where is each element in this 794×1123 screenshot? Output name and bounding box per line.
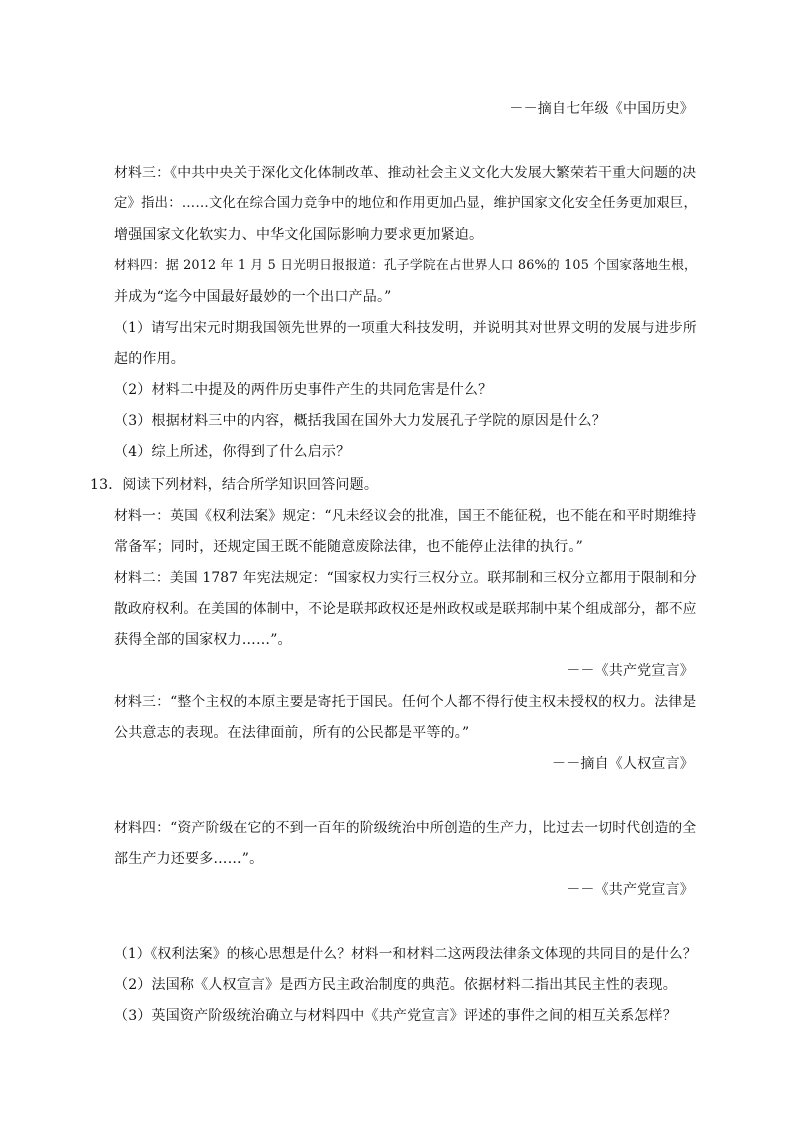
question-12-1-line-1: （1）请写出宋元时期我国领先世界的一项重大科技发明，并说明其对世界文明的发展与进步所 bbox=[114, 320, 697, 336]
q13-material-4-source: －－《共产党宣言》 bbox=[566, 882, 694, 898]
source-attribution: －－摘自七年级《中国历史》 bbox=[509, 101, 694, 117]
question-13-heading: 13．阅读下列材料，结合所学知识回答问题。 bbox=[90, 477, 379, 493]
question-13-3: （3）英国资产阶级统治确立与材料四中《共产党宣言》评述的事件之间的相互关系怎样？ bbox=[114, 1008, 677, 1024]
material-3-line-1: 材料三：《中共中央关于深化文化体制改革、推动社会主义文化大发展大繁荣若干重大问题的决 bbox=[114, 165, 697, 181]
question-13-2: （2）法国称《人权宣言》是西方民主政治制度的典范。依据材料二指出其民主性的表现。 bbox=[114, 977, 677, 993]
q13-material-3-line-1: 材料三：“整个主权的本原主要是寄托于国民。任何个人都不得行使主权未授权的权力。法律是 bbox=[114, 694, 697, 710]
question-12-3: （3）根据材料三中的内容，概括我国在国外大力发展孔子学院的原因是什么？ bbox=[114, 413, 606, 429]
q13-material-4-line-1: 材料四：“资产阶级在它的不到一百年的阶级统治中所创造的生产力，比过去一切时代创造的全 bbox=[114, 820, 697, 836]
q13-material-2-source: －－《共产党宣言》 bbox=[566, 663, 694, 679]
question-12-2: （2）材料二中提及的两件历史事件产生的共同危害是什么？ bbox=[114, 382, 493, 398]
question-12-1-line-2: 起的作用。 bbox=[114, 351, 185, 367]
q13-material-3-source: －－摘自《人权宣言》 bbox=[552, 756, 694, 772]
q13-material-2-line-2: 散政府权利。在美国的体制中，不论是联邦政权还是州政权或是联邦制中某个组成部分，都不应 bbox=[114, 601, 697, 617]
material-4-line-2: 并成为“迄今中国最好最妙的一个出口产品。” bbox=[114, 289, 392, 305]
q13-material-2-line-3: 获得全部的国家权力……”。 bbox=[114, 632, 292, 648]
material-4-line-1: 材料四：据 2012 年 1 月 5 日光明日报报道：孔子学院在占世界人口 86%的 105 个国家落地生根， bbox=[114, 258, 698, 273]
material-3-line-3: 增强国家文化软实力、中华文化国际影响力要求更加紧迫。 bbox=[114, 227, 484, 243]
q13-material-4-line-2: 部生产力还要多……”。 bbox=[114, 851, 264, 867]
question-12-4: （4）综上所述，你得到了什么启示？ bbox=[114, 444, 351, 460]
material-3-line-2: 定》指出：……文化在综合国力竞争中的地位和作用更加凸显，维护国家文化安全任务更加艰巨， bbox=[114, 196, 698, 211]
q13-material-3-line-2: 公共意志的表现。在法律面前，所有的公民都是平等的。” bbox=[114, 725, 470, 741]
q13-material-1-line-2: 常备军；同时，还规定国王既不能随意废除法律，也不能停止法律的执行。” bbox=[114, 539, 583, 555]
question-13-1: （1）《权利法案》的核心思想是什么？材料一和材料二这两段法律条文体现的共同目的是什么？ bbox=[114, 946, 697, 962]
q13-material-2-line-1: 材料二：美国 1787 年宪法规定：“国家权力实行三权分立。联邦制和三权分立都用于限制和分 bbox=[114, 570, 697, 586]
q13-material-1-line-1: 材料一：英国《权利法案》规定：“凡未经议会的批准，国王不能征税，也不能在和平时期维持 bbox=[114, 508, 697, 524]
